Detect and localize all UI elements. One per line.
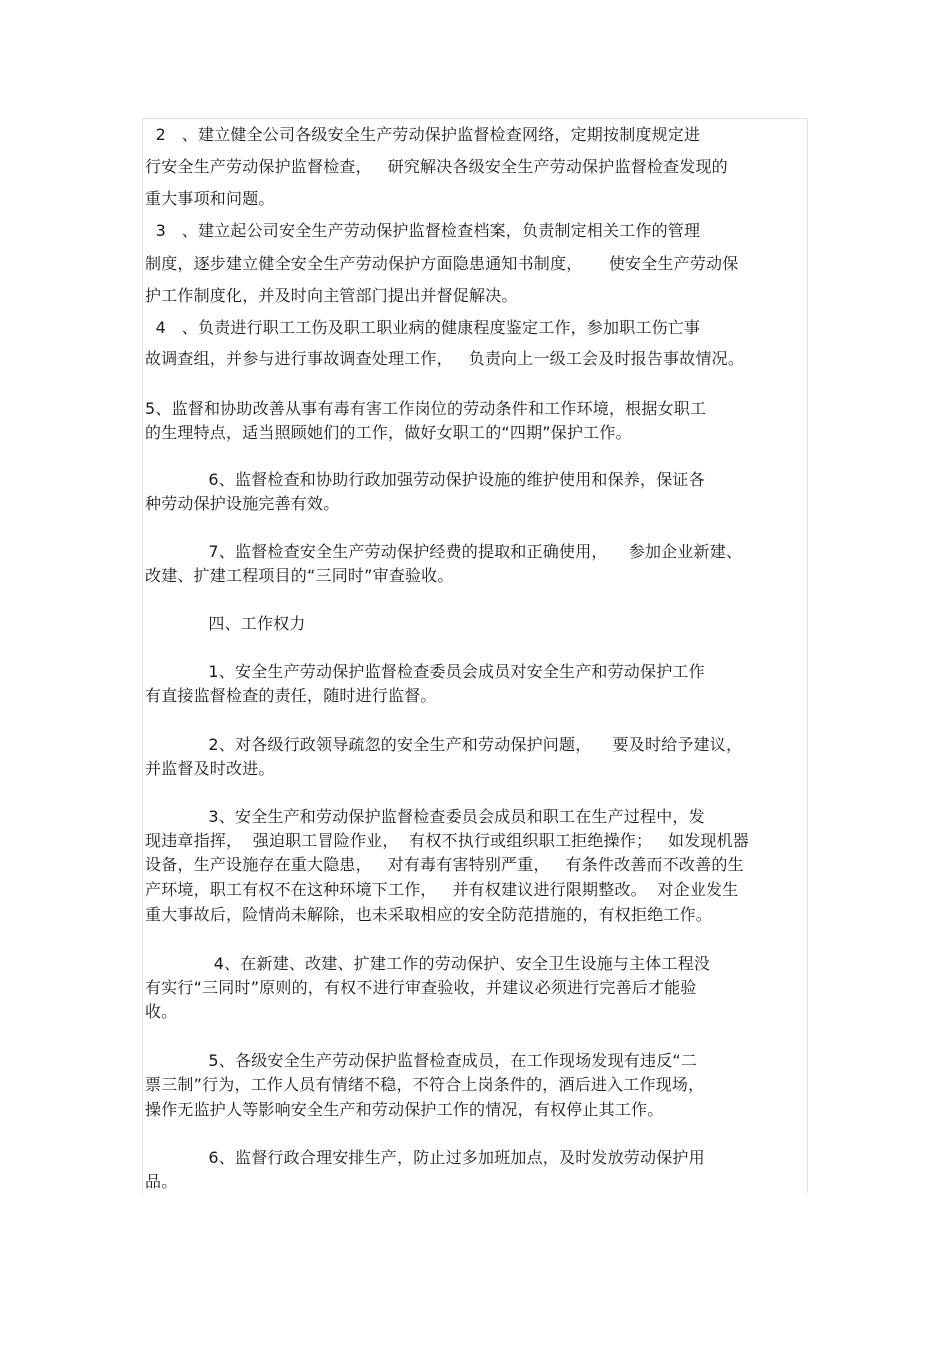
paragraph-6-line-1: 6、监督检查和协助行政加强劳动保护设施的维护使用和保养，保证各 [145, 470, 705, 489]
rights-3-line-5: 重大事故后，险情尚未解除，也未采取相应的安全防范措施的，有权拒绝工作。 [145, 905, 713, 924]
paragraph-5-line-1: 5、监督和协助改善从事有毒有害工作岗位的劳动条件和工作环境，根据女职工 [145, 399, 707, 418]
rights-3-line-1: 3、安全生产和劳动保护监督检查委员会成员和职工在生产过程中，发 [145, 807, 705, 826]
rights-4-line-1: 4、在新建、改建、扩建工作的劳动保护、安全卫生设施与主体工程没 [145, 954, 711, 973]
rights-1-line-1: 1、安全生产劳动保护监督检查委员会成员对安全生产和劳动保护工作 [145, 662, 705, 681]
paragraph-3-line-2: 制度，逐步建立健全安全生产劳动保护方面隐患通知书制度， 使安全生产劳动保 [145, 254, 739, 273]
rights-5-line-1: 5、各级安全生产劳动保护监督检查成员，在工作现场发现有违反“二 [145, 1051, 698, 1070]
paragraph-7-line-1: 7、监督检查安全生产劳动保护经费的提取和正确使用， 参加企业新建、 [145, 542, 743, 561]
rights-2-line-1: 2、对各级行政领导疏忽的安全生产和劳动保护问题， 要及时给予建议， [145, 735, 743, 754]
paragraph-2-line-1: 2 、建立健全公司各级安全生产劳动保护监督检查网络，定期按制度规定进 [145, 125, 701, 144]
rights-3-line-3: 设备，生产设施存在重大隐患， 对有毒有害特别严重， 有条件改善而不改善的生 [145, 855, 744, 874]
rights-4-line-2: 有实行“三同时”原则的，有权不进行审查验收，并建议必须进行完善后才能验 [145, 978, 697, 997]
paragraph-4-line-1: 4 、负责进行职工工伤及职工职业病的健康程度鉴定工作，参加职工伤亡事 [145, 318, 701, 337]
paragraph-2-line-2: 行安全生产劳动保护监督检查， 研究解决各级安全生产劳动保护监督检查发现的 [145, 157, 728, 176]
rights-5-line-3: 操作无监护人等影响安全生产和劳动保护工作的情况，有权停止其工作。 [145, 1100, 664, 1119]
paragraph-7-line-2: 改建、扩建工程项目的“三同时”审查验收。 [145, 566, 454, 585]
paragraph-4-line-2: 故调查组，并参与进行事故调查处理工作， 负责向上一级工会及时报告事故情况。 [145, 349, 745, 368]
section-heading: 四、工作权力 [145, 614, 306, 633]
paragraph-3-line-1: 3 、建立起公司安全生产劳动保护监督检查档案，负责制定相关工作的管理 [145, 221, 701, 240]
paragraph-3-line-3: 护工作制度化，并及时向主管部门提出并督促解决。 [145, 286, 518, 305]
rights-4-line-3: 收。 [145, 1002, 178, 1021]
rights-6-line-1: 6、监督行政合理安排生产，防止过多加班加点，及时发放劳动保护用 [145, 1148, 705, 1167]
paragraph-2-line-3: 重大事项和问题。 [145, 189, 275, 208]
rights-2-line-2: 并监督及时改进。 [145, 759, 275, 778]
page-frame [142, 118, 808, 1193]
rights-3-line-2: 现违章指挥， 强迫职工冒险作业， 有权不执行或组织职工拒绝操作； 如发现机器 [145, 831, 750, 850]
rights-5-line-2: 票三制”行为，工作人员有情绪不稳，不符合上岗条件的，酒后进入工作现场， [145, 1075, 705, 1094]
rights-6-line-2: 品。 [145, 1172, 178, 1191]
paragraph-6-line-2: 种劳动保护设施完善有效。 [145, 494, 340, 513]
rights-3-line-4: 产环境，职工有权不在这种环境下工作， 并有权建议进行限期整改。 对企业发生 [145, 880, 739, 899]
rights-1-line-2: 有直接监督检查的责任，随时进行监督。 [145, 686, 437, 705]
paragraph-5-line-2: 的生理特点，适当照顾她们的工作，做好女职工的“四期”保护工作。 [145, 423, 632, 442]
